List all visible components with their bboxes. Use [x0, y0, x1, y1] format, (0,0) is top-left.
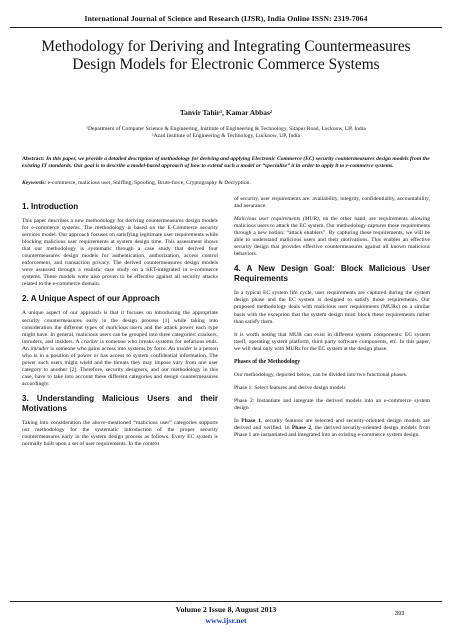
text-run: , on the other hand, are requirements allowing malicious users to attack the EC system. Our methodology captures these requirements through a new notion: “attack enablers”. By capturing these requirements, we will be able to understand malicious users and their motivations. This enables an effective security design that provides effective countermeasures against all known malicious behaviors. [234, 216, 430, 258]
italic-term: intruder [30, 345, 49, 352]
page-number: 393 [395, 611, 405, 617]
affiliation-2: ²Azad Institute of Engineering & Technology, Lucknow, UP, India [151, 133, 301, 139]
footer [0, 604, 452, 626]
footer-rule [10, 601, 442, 602]
journal-url-link[interactable]: www.ijsr.net [205, 616, 247, 625]
authors: Tanvir Tahir¹, Kamar Abbas² [179, 108, 273, 117]
section-4-paragraph-2: It is worth noting that MUR can exist in different system components: EC system itself, operating system platform, third party software components, etc. In this paper, we will deal only with MURs for the EC system at the design phase. [234, 331, 430, 352]
text-run: In [234, 417, 242, 424]
bold-term: Phase 2 [291, 425, 312, 432]
left-column [22, 196, 218, 454]
phase-1-item: Phase 1: Select features and derive design models [234, 384, 346, 391]
text-run: , security features are selected and security-oriented design models are derived and verified. In [234, 417, 430, 432]
section-1-paragraph: This paper describes a new methodology for deriving countermeasures design models for e-commerce systems. The methodology is based on the E-Commerce security services model. Our approach focuses on satisfying legitimate user requirements while blocking malicious user requirements at system design time. This assessment shows that our methodology is systematic through a case study that derived four countermeasures design models for authentication, authorization, access control enforcement, and transaction privacy. The derived countermeasures design models were assessed through a realistic case study on a SET-integrated in e-commerce systems. These models were also proven to be effective against all security attacks related to the e-commerce domain. [22, 218, 218, 288]
phases-intro: Our methodology, depicted below, can be divided into two functional phases. [234, 371, 408, 378]
keywords [22, 180, 430, 187]
text-run: is a person who is in a position of power or has access to system confidential information. The power such users might wield and the threats they may impose vary from one user category to another [2]. Therefore, security designers, and our methodology in this case, have to take into account these different categories and design countermeasures accordingly. [22, 345, 218, 387]
section-2-paragraph [22, 310, 218, 388]
journal-header: International Journal of Science and Research (IJSR), India Online ISSN: 2319-7064 [84, 14, 368, 23]
section-2-heading: 2. A Unique Aspect of our Approach [22, 294, 160, 304]
phase-2-item: Phase 2: Instantiate and integrate the derived models into an e-commerce system design [234, 397, 430, 411]
mur-paragraph [234, 216, 430, 258]
section-3-paragraph: Taking into consideration the above-mentioned “malicious user” categories supports our methodology for the systematic introduction of the proper security countermeasures early in the system design process as follows. Every EC system is normally built upon a set of user requirements. In the context [22, 419, 218, 448]
text-run: A unique aspect of our approach is that it focuses on introducing the appropriate security countermeasures early in the design process [1] while taking into consideration the different types of [22, 310, 218, 331]
bold-term: Phase 1 [241, 417, 261, 424]
volume-info: Volume 2 Issue 8, August 2013 [175, 605, 277, 614]
section-1-heading: 1. Introduction [22, 202, 79, 211]
abstract-text: In this paper, we provide a detailed description of methodology for deriving and applying Electronic Commerce (EC) security countermeasures design models from the existing IT standards. Our goal is to describe a model-based approach of how to extend such a model or “specialize” it in order to apply it to e-commerce systems. [22, 156, 430, 170]
section-3-heading: 3. Understanding Malicious Users and their Motivations [22, 393, 218, 413]
phases-paragraph [234, 418, 430, 439]
paper-title: Methodology for Deriving and Integrating Countermeasures Design Models for Electronic Commerce Systems [41, 38, 411, 73]
affiliation-1: ¹Department of Computer Science & Engineering, Institute of Engineering & Technology, Sitapur Road, Lucknow, UP, India [86, 126, 366, 132]
text-run: , the derived security-oriented design models from Phase 1 are instantiated and integrated into an existing e-commerce system design. [234, 425, 431, 439]
text-run: and the attack power each type might have. In general, malicious users can be grouped into three categories: crackers, intruders, and insiders. A [22, 324, 219, 345]
continued-paragraph: of security, user requirements are: availability, integrity, confidentiality, accountability, and assurance. [234, 196, 430, 210]
phases-heading: Phases of the Methodology [234, 358, 301, 365]
italic-term: Malicious user requirements (MUR) [234, 216, 319, 223]
right-column [234, 196, 430, 445]
section-4-paragraph-1: In a typical EC system life cycle, user requirements are captured during the system design phase and the EC system is designed to satisfy those requirements. Our proposed methodology deals with malicious user requirements (MURs) on a similar basis with the exception that the system design must block these requirements rather than satisfy them. [234, 290, 430, 325]
abstract-label: Abstract: [22, 156, 45, 162]
affiliations [20, 126, 432, 140]
header-rule [10, 27, 442, 28]
section-4-heading: 4. A New Design Goal: Block Malicious User Requirements [234, 264, 430, 284]
abstract [22, 156, 430, 170]
text-run: is someone who breaks systems for nefarious ends. An [22, 338, 218, 352]
text-run: is someone who gains access into systems by force. An [48, 345, 177, 352]
italic-term: malicious users [106, 324, 143, 331]
italic-term: insider [176, 345, 193, 352]
keywords-label: Keywords: [22, 180, 47, 186]
italic-term: cracker [81, 338, 99, 345]
keywords-text: e-commerce, malicious user, Sniffing, Spoofing, Brute-force, Cryptography & Decryption. [46, 180, 251, 186]
